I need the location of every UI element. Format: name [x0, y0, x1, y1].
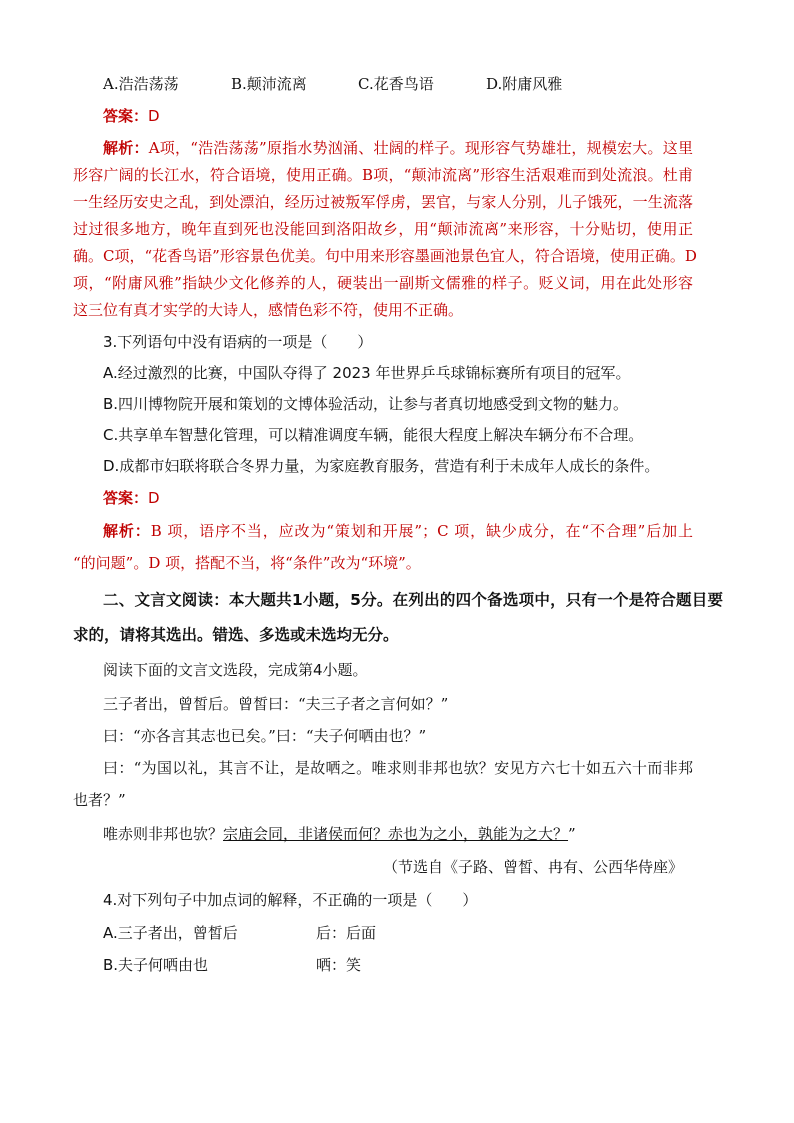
q2-analysis-line: 过过很多地方，晚年直到死也没能回到洛阳故乡，用“颠沛流离”来形容，十分贴切，使用正 [73, 220, 693, 238]
q2-analysis-line: 这三位有真才实学的大诗人，感情色彩不符，使用不正确。 [73, 301, 464, 319]
q3-stem: 3.下列语句中没有语病的一项是（ ） [103, 333, 373, 351]
q3-answer [103, 488, 160, 508]
q3-analysis-line: 解析：B 项，语序不当，应改为“策划和开展”；C 项，缺少成分，在“不合理”后加上 [103, 522, 693, 540]
q2-analysis-line: 一生经历安史之乱，到处漂泊，经历过被叛军俘虏，罢官，与家人分别，儿子饿死，一生流落 [73, 193, 693, 211]
section-instruction: 阅读下面的文言文选段，完成第4小题。 [103, 661, 368, 679]
passage-line: 曰：“亦各言其志也已矣。”曰：“夫子何哂由也？” [103, 727, 427, 745]
answer-label: 答案： [103, 107, 149, 125]
passage-line: 唯赤则非邦也欤？宗庙会同，非诸侯而何？赤也为之小，孰能为之大？” [103, 825, 576, 843]
passage-line: 三子者出，曾皙后。曾皙曰：“夫三子者之言何如？” [103, 695, 449, 713]
q4-item-a [103, 923, 238, 943]
q2-analysis-line: 项，“附庸风雅”指缺少文化修养的人，硬装出一副斯文儒雅的样子。贬义词，用在此处形容 [73, 274, 693, 292]
analysis-label: 解析： [103, 139, 149, 157]
q3-analysis-line: “的问题”。D 项，搭配不当，将“条件”改为“环境”。 [73, 554, 421, 572]
q4-item-gloss: 哂：笑 [316, 956, 362, 974]
q2-analysis-line: 解析：A项，“浩浩荡荡”原指水势汹涌、壮阔的样子。现形容气势雄壮，规模宏大。这里 [103, 139, 693, 157]
q4-item-gloss: 后：后面 [316, 924, 377, 942]
q3-option-d: D.成都市妇联将联合冬界力量，为家庭教育服务，营造有利于未成年人成长的条件。 [103, 457, 660, 475]
passage-source: （节选自《子路、曾皙、冉有、公西华侍座》 [383, 858, 684, 876]
q3-option-a: A.经过激烈的比赛，中国队夺得了 2023 年世界乒乓球锦标赛所有项目的冠军。 [103, 364, 631, 382]
q2-option-b: B.颠沛流离 [231, 75, 307, 93]
q3-option-c: C.共享单车智慧化管理，可以精准调度车辆，能很大程度上解决车辆分布不合理。 [103, 426, 644, 444]
q2-answer [103, 106, 160, 126]
passage-line: 曰：“为国以礼，其言不让，是故哂之。唯求则非邦也欤？安见方六七十如五六十而非邦 [103, 759, 693, 777]
section-heading: 二、文言文阅读：本大题共1小题，5分。在列出的四个备选项中，只有一个是符合题目要 [103, 591, 723, 609]
underlined-sentence: 宗庙会同，非诸侯而何？赤也为之小，孰能为之大？ [223, 825, 569, 843]
analysis-label: 解析： [103, 522, 151, 540]
q4-item-b [103, 955, 208, 975]
q2-analysis-line: 确。C项，“花香鸟语”形容景色优美。句中用来形容墨画池景色宜人，符合语境，使用正确。D [73, 247, 697, 265]
passage-line: 也者？” [73, 791, 126, 809]
q4-item-sentence: A.三子者出，曾皙后 [103, 924, 238, 942]
q2-option-a: A.浩浩荡荡 [103, 75, 179, 93]
q2-analysis-line: 形容广阔的长江水，符合语境，使用正确。B项，“颠沛流离”形容生活艰难而到处流浪。杜甫 [73, 166, 693, 184]
answer-value: D [148, 107, 160, 125]
q4-item-sentence: B.夫子何哂由也 [103, 956, 209, 974]
q3-option-b: B.四川博物院开展和策划的文博体验活动，让参与者真切地感受到文物的魅力。 [103, 395, 629, 413]
answer-label: 答案： [103, 489, 149, 507]
section-heading: 求的，请将其选出。错选、多选或未选均无分。 [73, 626, 399, 644]
q4-stem: 4.对下列句子中加点词的解释，不正确的一项是（ ） [103, 891, 478, 909]
q2-option-d: D.附庸风雅 [486, 75, 563, 93]
q2-option-c: C.花香鸟语 [358, 75, 434, 93]
answer-value: D [148, 489, 160, 507]
